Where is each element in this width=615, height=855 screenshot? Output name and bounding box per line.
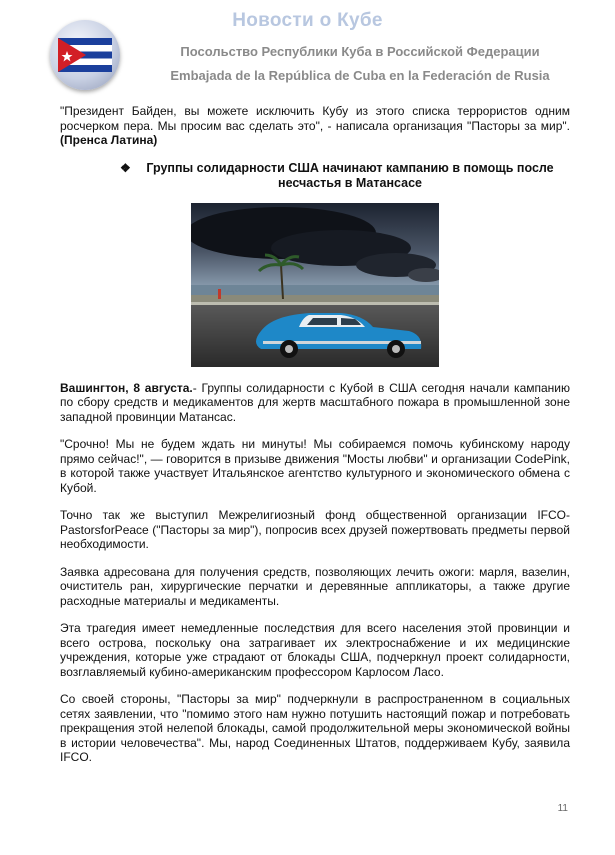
article-lead-text: - Группы солидарности с Кубой в США сегодня начали кампанию по сбору средств и медикаментов для жертв масштабного пожара в промышленной зоне западной провинции Матансас. <box>60 380 570 424</box>
cuban-flag-icon <box>58 38 112 72</box>
intro-source: (Пренса Латина) <box>60 133 158 147</box>
page-header <box>0 0 615 95</box>
article-lead <box>60 381 570 425</box>
embassy-name-es: Embajada de la República de Cuba en la Federación de Rusia <box>170 68 550 83</box>
page-content <box>60 104 570 778</box>
article-paragraph: Заявка адресована для получения средств, позволяющих лечить ожоги: марля, вазелин, очиститель ран, хирургические перчатки и деревянные аппликаторы, а также другие расходные материалы и медикаменты. <box>60 564 570 608</box>
diamond-bullet-icon: ❖ <box>120 160 131 175</box>
headline-text: Группы солидарности США начинают кампанию в помощь после несчастья в Матансасе <box>146 160 554 190</box>
page-number: 11 <box>557 803 568 814</box>
article-paragraph: Эта трагедия имеет немедленные последствия для всего населения этой провинции и всего острова, поскольку она затрагивает их электроснабжение и их медицинские учреждения, которые уже страдают от блокады США, подчеркнул проект солидарности, возглавляемый кубино-американским профессором Карлосом Ласо. <box>60 621 570 679</box>
embassy-name-ru: Посольство Республики Куба в Российской Федерации <box>180 44 540 59</box>
article-headline <box>60 161 570 191</box>
page-title: Новости о Кубе <box>232 10 383 31</box>
intro-text: "Президент Байден, вы можете исключить Кубу из этого списка террористов одним росчерком пера. Мы просим вас сделать это", - написала организация "Пасторы за мир". <box>60 104 570 133</box>
article-photo <box>191 203 439 367</box>
article-paragraph: Со своей стороны, "Пасторы за мир" подчеркнули в распространенном в социальных сетях заявлении, что "помимо этого нам нужно потушить настоящий пожар и потребовать прекращения этой нелепой блокады, самой продолжительной меры экономической войны в истории человечества". Мы, народ Соединенных Штатов, поддерживаем Кубу, заявила IFCO. <box>60 692 570 764</box>
intro-paragraph <box>60 104 570 148</box>
article-dateline: Вашингтон, 8 августа. <box>60 380 193 395</box>
article-paragraph: "Срочно! Мы не будем ждать ни минуты! Мы собираемся помочь кубинскому народу прямо сейчас!", — говорится в призыве движения "Мосты любви" и организации CodePink, в которой также участвует Итальянское агентство культурного и экономического обмена с Кубой. <box>60 437 570 495</box>
article-paragraph: Точно так же выступил Межрелигиозный фонд общественной организации IFCO-PastorsforPeace ("Пасторы за мир"), попросив всех друзей пожертвовать предметы первой необходимости. <box>60 508 570 551</box>
